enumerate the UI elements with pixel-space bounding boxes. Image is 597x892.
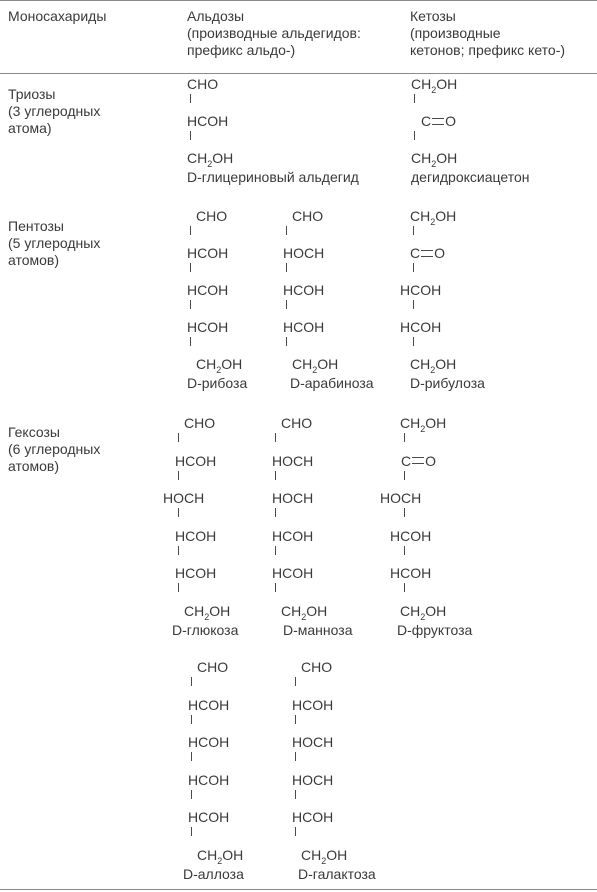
bond-line xyxy=(178,583,179,592)
group-carbonyl: C O xyxy=(401,452,437,469)
group-hcoh: HCOH xyxy=(188,696,230,713)
group-hcoh: HCOH xyxy=(283,319,325,335)
group-ch2oh: $CH_2OH$ xyxy=(411,76,458,95)
group-hoch: HOCH xyxy=(272,490,314,506)
category-hexoses xyxy=(8,424,100,475)
bond-line xyxy=(295,715,296,724)
compound-name: D-аллоза xyxy=(183,865,244,882)
bond-line xyxy=(191,790,192,799)
compound-name: D-глицериновый альдегид xyxy=(187,169,359,185)
bond-line xyxy=(404,583,405,592)
group-ch2oh: $CH_2OH$ xyxy=(410,356,457,375)
bond-line xyxy=(413,263,414,272)
group-hcoh: HCOH xyxy=(187,282,229,298)
compound-name: D-арабиноза xyxy=(290,375,374,391)
bond-line xyxy=(178,546,179,555)
group-hoch: HOCH xyxy=(163,490,205,506)
group-hcoh: HCOH xyxy=(188,734,230,750)
group-hcoh: HCOH xyxy=(272,527,314,544)
header-monosaccharides xyxy=(8,8,106,25)
group-hcoh: HCOH xyxy=(390,565,432,581)
bond-line xyxy=(404,433,405,442)
group-ch2oh: $CH_2OH$ xyxy=(410,208,457,227)
group-cho: CHO xyxy=(292,208,324,224)
category-line: атома) xyxy=(8,120,52,136)
bond-line xyxy=(190,263,191,272)
bottom-rule xyxy=(0,889,597,890)
bond-line xyxy=(275,583,276,592)
category-line: (6 углеродных xyxy=(8,441,101,457)
bond-line xyxy=(190,131,191,140)
bond-line xyxy=(191,752,192,761)
bond-line xyxy=(414,94,415,103)
bond-line xyxy=(404,471,405,480)
header-line: кетонов; префикс кето-) xyxy=(410,42,566,58)
bond-line xyxy=(275,433,276,442)
compound-name: D-рибоза xyxy=(187,375,248,391)
category-line: (5 углеродных xyxy=(8,235,101,251)
group-hoch: HOCH xyxy=(272,452,314,469)
bond-line xyxy=(191,715,192,724)
bond-line xyxy=(413,300,414,309)
bond-line xyxy=(286,300,287,309)
group-cho: CHO xyxy=(301,659,333,675)
bond-line xyxy=(190,337,191,346)
bond-line xyxy=(295,827,296,836)
category-line: Гексозы xyxy=(8,424,60,440)
group-hoch: HOCH xyxy=(292,771,334,788)
group-hcoh: HCOH xyxy=(400,319,442,335)
group-ch2oh: $CH_2OH$ xyxy=(281,602,328,622)
bond-line xyxy=(275,508,276,517)
group-hcoh: HCOH xyxy=(292,696,334,713)
bond-line xyxy=(275,546,276,555)
group-hcoh: HCOH xyxy=(400,282,442,298)
compound-name: дегидроксиацетон xyxy=(411,169,530,185)
header-line: префикс альдо-) xyxy=(187,42,296,58)
header-line: Моносахариды xyxy=(8,8,107,24)
top-rule xyxy=(0,0,597,1)
group-ch2oh: $CH_2OH$ xyxy=(196,356,243,375)
bond-line xyxy=(404,508,405,517)
header-aldoses xyxy=(187,8,361,59)
group-carbonyl: C O xyxy=(410,245,446,261)
bond-line xyxy=(414,131,415,140)
group-carbonyl: C O xyxy=(421,113,457,129)
group-cho: CHO xyxy=(196,208,228,224)
bond-line xyxy=(413,337,414,346)
category-line: Пентозы xyxy=(8,218,64,234)
bond-line xyxy=(404,546,405,555)
group-cho: CHO xyxy=(197,659,229,675)
bond-line xyxy=(286,226,287,235)
header-line: (производные альдегидов: xyxy=(187,25,361,41)
bond-line xyxy=(190,226,191,235)
group-ch2oh: $CH_2OH$ xyxy=(184,602,231,622)
group-cho: CHO xyxy=(187,76,219,92)
group-ch2oh: $CH_2OH$ xyxy=(197,846,244,866)
category-line: атомов) xyxy=(8,458,60,474)
header-ketoses xyxy=(410,8,565,59)
header-line: (производные xyxy=(410,25,501,41)
group-hcoh: HCOH xyxy=(175,452,217,469)
group-ch2oh: $CH_2OH$ xyxy=(292,356,339,375)
group-ch2oh: $CH_2OH$ xyxy=(411,150,458,169)
compound-name: D-фруктоза xyxy=(397,621,473,638)
group-hcoh: HCOH xyxy=(188,771,230,788)
group-hcoh: HCOH xyxy=(187,245,229,261)
group-ch2oh: $CH_2OH$ xyxy=(187,150,234,169)
bond-line xyxy=(286,337,287,346)
header-line: Альдозы xyxy=(187,8,245,24)
group-ch2oh: $CH_2OH$ xyxy=(301,846,348,866)
bond-line xyxy=(178,471,179,480)
group-hcoh: HCOH xyxy=(175,527,217,544)
category-trioses xyxy=(8,86,100,137)
group-hcoh: HCOH xyxy=(188,809,230,825)
bond-line xyxy=(178,433,179,442)
bond-line xyxy=(286,263,287,272)
bond-line xyxy=(295,790,296,799)
header-rule xyxy=(0,73,597,74)
group-hcoh: HCOH xyxy=(187,113,229,129)
group-hcoh: HCOH xyxy=(283,282,325,298)
group-ch2oh: $CH_2OH$ xyxy=(400,415,447,434)
group-hoch: HOCH xyxy=(283,245,325,261)
group-hcoh: HCOH xyxy=(390,527,432,544)
group-hoch: HOCH xyxy=(292,734,334,750)
bond-line xyxy=(191,827,192,836)
category-line: (3 углеродных xyxy=(8,103,101,119)
group-hcoh: HCOH xyxy=(272,565,314,581)
bond-line xyxy=(190,300,191,309)
category-line: Триозы xyxy=(8,86,56,102)
group-ch2oh: $CH_2OH$ xyxy=(400,602,447,622)
bond-line xyxy=(178,508,179,517)
compound-name: D-глюкоза xyxy=(172,621,239,638)
bond-line xyxy=(295,752,296,761)
category-line: атомов) xyxy=(8,252,60,268)
compound-name: D-манноза xyxy=(283,621,353,638)
compound-name: D-рибулоза xyxy=(410,375,485,391)
bond-line xyxy=(191,677,192,686)
group-cho: CHO xyxy=(281,415,313,431)
header-line: Кетозы xyxy=(410,8,456,24)
group-hcoh: HCOH xyxy=(187,319,229,335)
bond-line xyxy=(295,677,296,686)
bond-line xyxy=(190,94,191,103)
group-hcoh: HCOH xyxy=(292,809,334,825)
compound-name: D-галактоза xyxy=(298,865,376,882)
group-cho: CHO xyxy=(184,415,216,431)
group-hcoh: HCOH xyxy=(175,565,217,581)
group-hoch: HOCH xyxy=(380,490,422,506)
bond-line xyxy=(275,471,276,480)
category-pentoses xyxy=(8,218,100,269)
bond-line xyxy=(413,226,414,235)
